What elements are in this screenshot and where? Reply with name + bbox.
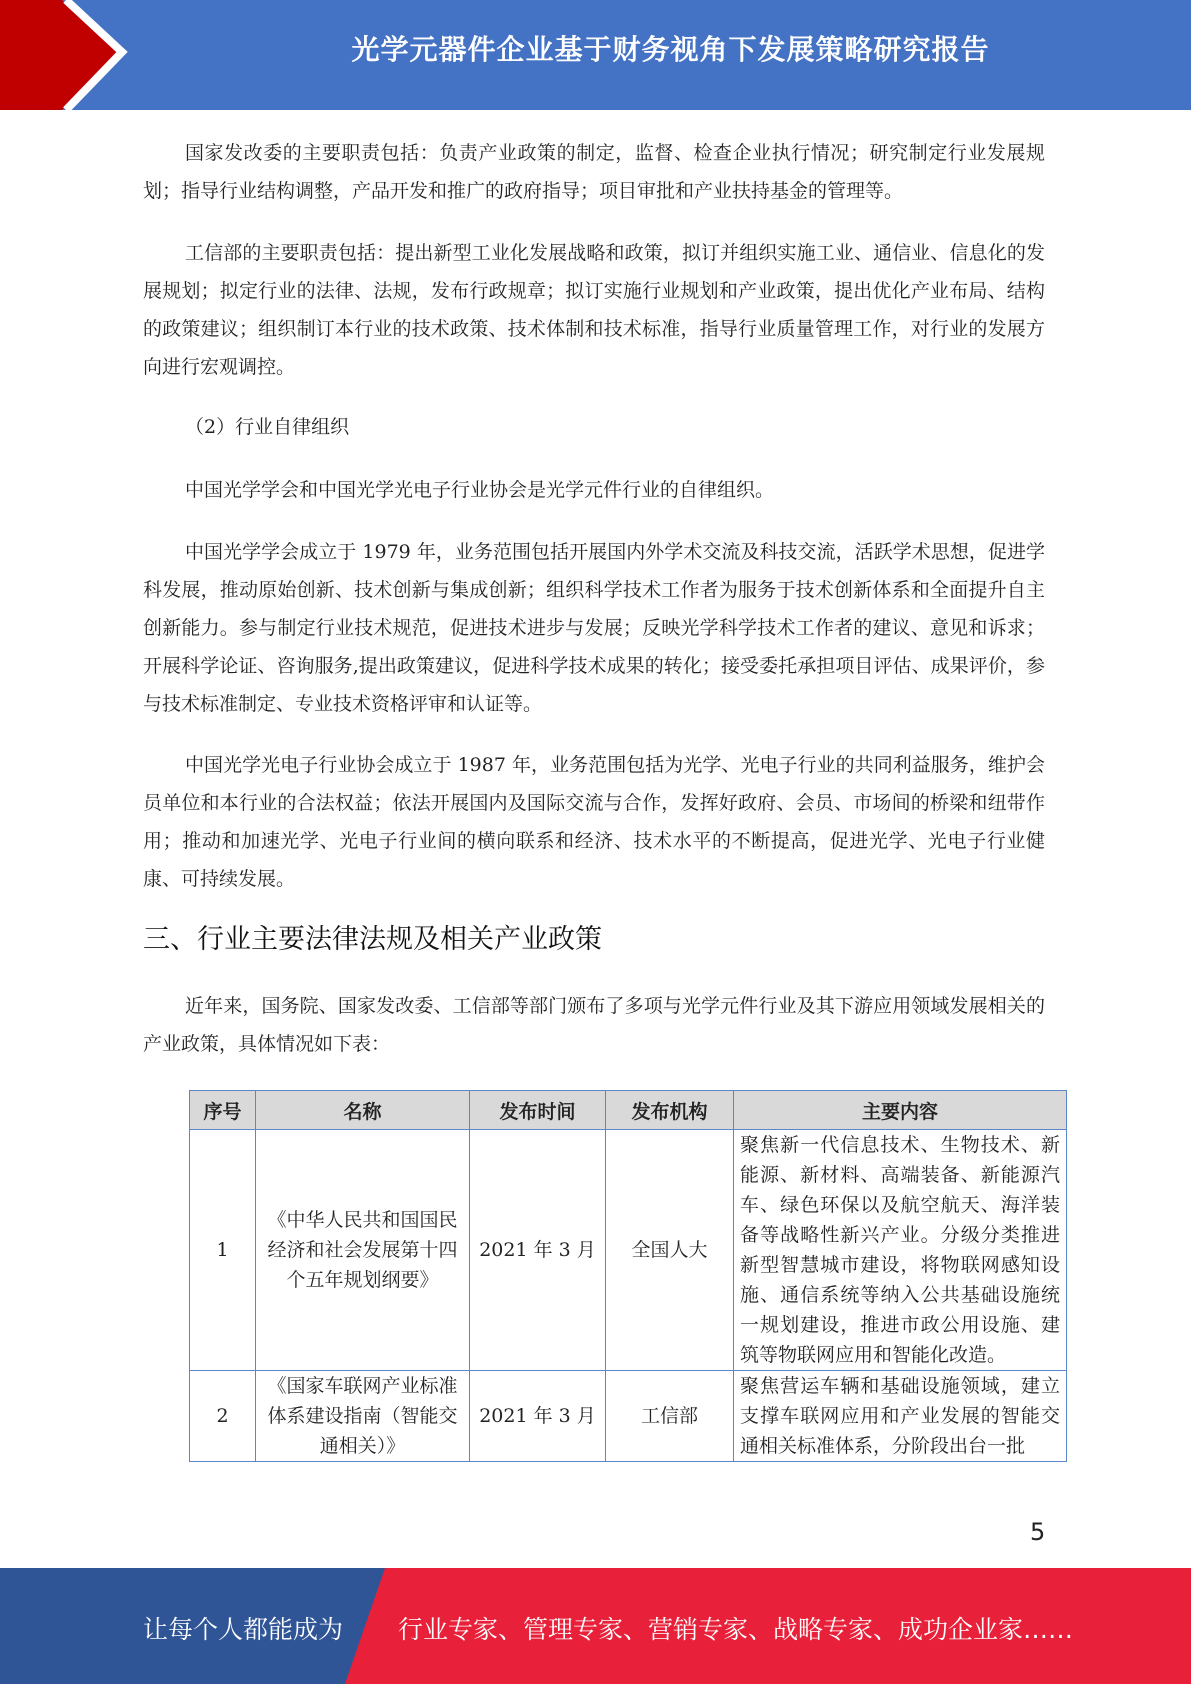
paragraph-cos: 中国光学学会成立于 1979 年，业务范围包括开展国内外学术交流及科技交流，活跃学术思想，促进学科发展，推动原始创新、技术创新与集成创新；组织科学技术工作者为服务于技术创新体系和全面提升自主创新能力。参与制定行业技术规范，促进技术进步与发展；反映光学科学技术工作者的建议、意见和诉求；开展科学论证、咨询服务,提出政策建议，促进科学技术成果的转化；接受委托承担项目评估、成果评价，参与技术标准制定、专业技术资格评审和认证等。 [143, 541, 1045, 715]
cell-org: 全国人大 [606, 1130, 734, 1371]
page-footer [0, 1568, 1191, 1684]
cell-content: 聚焦营运车辆和基础设施领域，建立支撑车联网应用和产业发展的智能交通相关标准体系，分阶段出台一批 [734, 1371, 1067, 1462]
cell-name: 《国家车联网产业标准体系建设指南（智能交通相关）》 [256, 1371, 470, 1462]
subheading-self-regulatory: （2）行业自律组织 [185, 416, 350, 438]
header-name: 名称 [256, 1091, 470, 1130]
paragraph-ndrc: 国家发改委的主要职责包括：负责产业政策的制定，监督、检查企业执行情况；研究制定行业发展规划；指导行业结构调整，产品开发和推广的政府指导；项目审批和产业扶持基金的管理等。 [143, 142, 1045, 202]
footer-slogan-left: 让每个人都能成为 [143, 1615, 344, 1644]
table-header-row [190, 1091, 1067, 1130]
header-date: 发布时间 [470, 1091, 606, 1130]
cell-name: 《中华人民共和国国民经济和社会发展第十四个五年规划纲要》 [256, 1130, 470, 1371]
cell-content: 聚焦新一代信息技术、生物技术、新能源、新材料、高端装备、新能源汽车、绿色环保以及航空航天、海洋装备等战略性新兴产业。分级分类推进新型智慧城市建设，将物联网感知设施、通信系统等纳入公共基础设施统一规划建设，推进市政公用设施、建筑等物联网应用和智能化改造。 [734, 1130, 1067, 1371]
cell-date: 2021 年 3 月 [470, 1371, 606, 1462]
cell-date: 2021 年 3 月 [470, 1130, 606, 1371]
header-content: 主要内容 [734, 1091, 1067, 1130]
header-org: 发布机构 [606, 1091, 734, 1130]
table-row [190, 1130, 1067, 1371]
page-number: 5 [1030, 1518, 1046, 1546]
paragraph-coema: 中国光学光电子行业协会成立于 1987 年，业务范围包括为光学、光电子行业的共同利益服务，维护会员单位和本行业的合法权益；依法开展国内及国际交流与合作，发挥好政府、会员、市场间的桥梁和纽带作用；推动和加速光学、光电子行业间的横向联系和经济、技术水平的不断提高，促进光学、光电子行业健康、可持续发展。 [143, 754, 1045, 890]
table-row [190, 1371, 1067, 1462]
policy-table [189, 1090, 1067, 1462]
section-heading: 三、行业主要法律法规及相关产业政策 [143, 924, 602, 955]
header-no: 序号 [190, 1091, 256, 1130]
cell-org: 工信部 [606, 1371, 734, 1462]
footer-slogan-right: 行业专家、管理专家、营销专家、战略专家、成功企业家…… [398, 1615, 1074, 1644]
page-header [0, 0, 1191, 110]
cell-no: 1 [190, 1130, 256, 1371]
paragraph-self-regulatory: 中国光学学会和中国光学光电子行业协会是光学元件行业的自律组织。 [185, 479, 775, 501]
cell-no: 2 [190, 1371, 256, 1462]
report-title: 光学元器件企业基于财务视角下发展策略研究报告 [351, 33, 990, 66]
paragraph-miit: 工信部的主要职责包括：提出新型工业化发展战略和政策，拟订并组织实施工业、通信业、信息化的发展规划；拟定行业的法律、法规，发布行政规章；拟订实施行业规划和产业政策，提出优化产业布局、结构的政策建议；组织制订本行业的技术政策、技术体制和技术标准，指导行业质量管理工作，对行业的发展方向进行宏观调控。 [143, 242, 1045, 378]
paragraph-policy-intro: 近年来，国务院、国家发改委、工信部等部门颁布了多项与光学元件行业及其下游应用领域发展相关的产业政策，具体情况如下表： [143, 995, 1045, 1055]
